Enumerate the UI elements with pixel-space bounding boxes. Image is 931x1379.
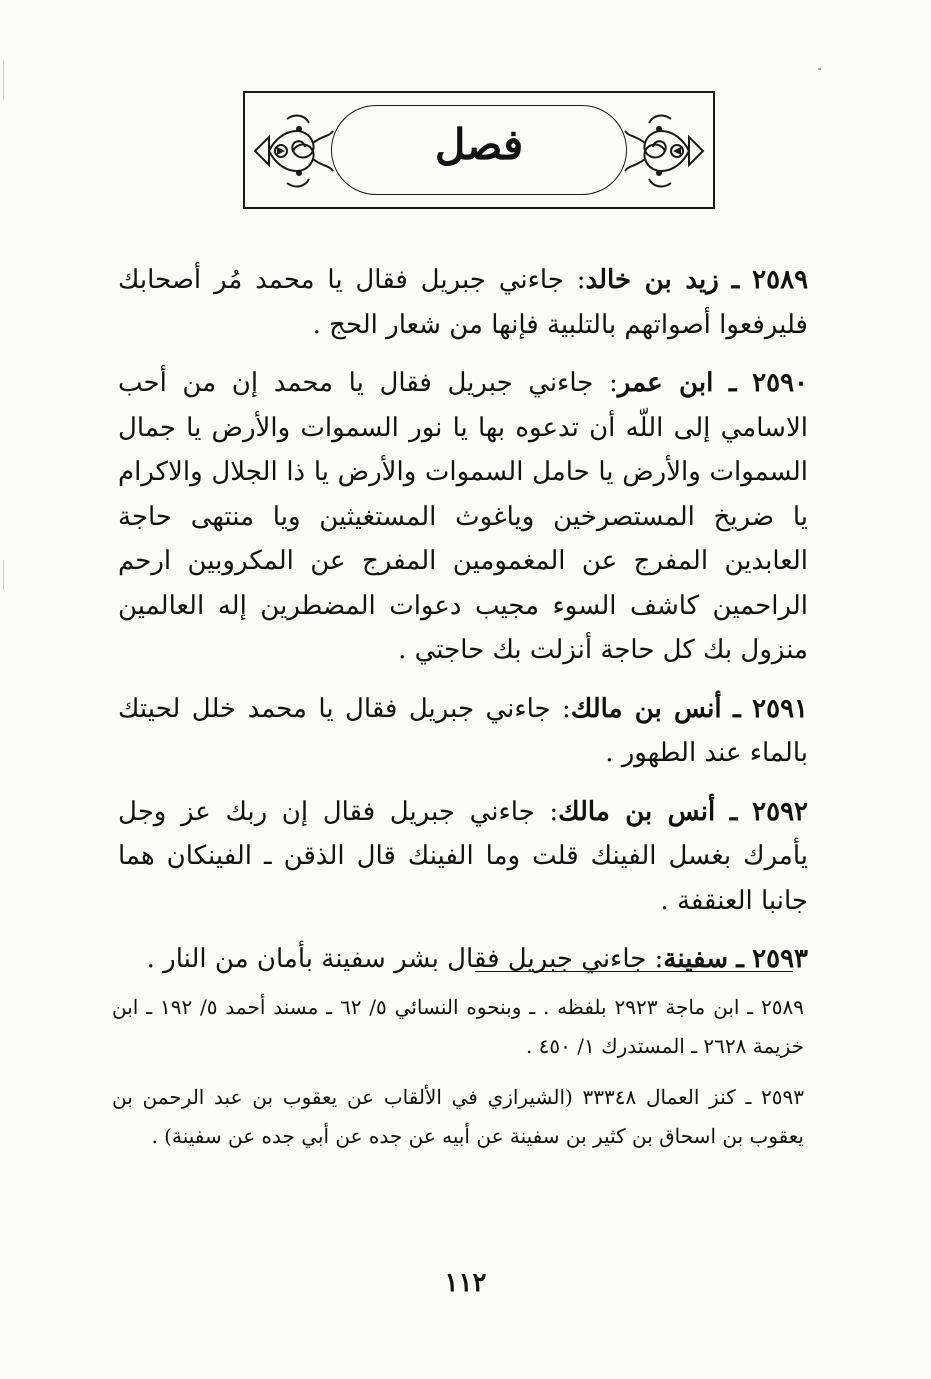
separator: ـ [736,944,744,974]
hadith-entry [118,687,808,776]
separator: ـ [733,693,741,724]
hadith-number: ٢٥٩١ [752,693,809,724]
hadith-entry [118,790,808,924]
separator: ـ [731,265,740,295]
separator: ـ [728,368,737,398]
footnote: ٢٥٩٣ ـ كنز العمال ٣٣٣٤٨ (الشيرازي في الألقاب عن يعقوب بن عبد الرحمن بن يعقوب بن اسحاق بن كثير بن سفينة عن أبيه عن جده عن أبي جده عن سفينة) . [112,1085,804,1148]
narrator-name: أنس بن مالك [570,693,722,724]
hadith-text: : جاءني جبريل فقال يا محمد إن من أحب الاسامي إلى اللّه أن تدعوه بها يا نور السموات والأرض يا جمال السموات والأرض يا حامل السموات والأرض يا ذا الجلال والاكرام يا ضريخ المستصرخين وياغوث المستغيثين ويا منتهى حاجة العابدين المفرج عن المغمومين المفرج عن المكروبين ارحم الراحمين كاشف السوء مجيب دعوات المضطرين إله العالمين منزول بك كل حاجة أنزلت بك حاجتي . [118,368,808,665]
narrator-name: زيد بن خالد [585,265,719,295]
hadith-text: : جاءني جبريل فقال إن ربك عز وجل يأمرك بغسل الفينك قلت وما الفينك قال الذقن ـ الفينكان هما جانبا العنقفة . [118,796,809,916]
chapter-heading-frame [243,91,715,209]
hadith-number: ٢٥٩٠ [752,368,808,398]
hadith-text: : جاءني جبريل فقال يا محمد مُر أصحابك فليرفعوا أصواتهم بالتلبية فإنها من شعار الحج . [118,265,808,340]
hadith-number: ٢٥٩٢ [752,796,809,827]
arabesque-ornament-icon [621,107,711,195]
narrator-name: سفينة [663,944,728,974]
footnotes [112,988,804,1168]
separator: ـ [729,796,738,827]
footnote: ٢٥٨٩ ـ ابن ماجة ٢٩٢٣ بلفظه . ـ وبنحوه النسائي ٥/ ٦٢ ـ مسند أحمد ٥/ ١٩٢ ـ ابن خزيمة ٢٦٢٨ ـ المستدرك ١/ ٤٥٠ . [112,995,805,1058]
heading-cartouche [331,105,627,195]
scan-edge-mark [3,60,4,100]
narrator-name: ابن عمر [617,368,714,398]
footnote-divider [475,971,793,972]
hadith-entry [118,258,808,347]
hadith-list [118,258,808,996]
hadith-number: ٢٥٨٩ [752,265,809,295]
hadith-entry [118,937,808,982]
chapter-title: فصل [434,120,524,169]
page-number: ١١٢ [444,1268,487,1298]
hadith-number: ٢٥٩٣ [752,944,808,974]
narrator-name: أنس بن مالك [558,796,716,827]
hadith-entry [118,361,808,673]
scan-speck [818,68,821,70]
scan-edge-mark [3,560,4,590]
arabesque-ornament-icon [247,107,337,195]
hadith-text: : جاءني جبريل فقال يا محمد خلل لحيتك بالماء عند الطهور . [118,693,808,768]
hadith-text: : جاءني جبريل فقال بشر سفينة بأمان من النار . [146,944,664,974]
